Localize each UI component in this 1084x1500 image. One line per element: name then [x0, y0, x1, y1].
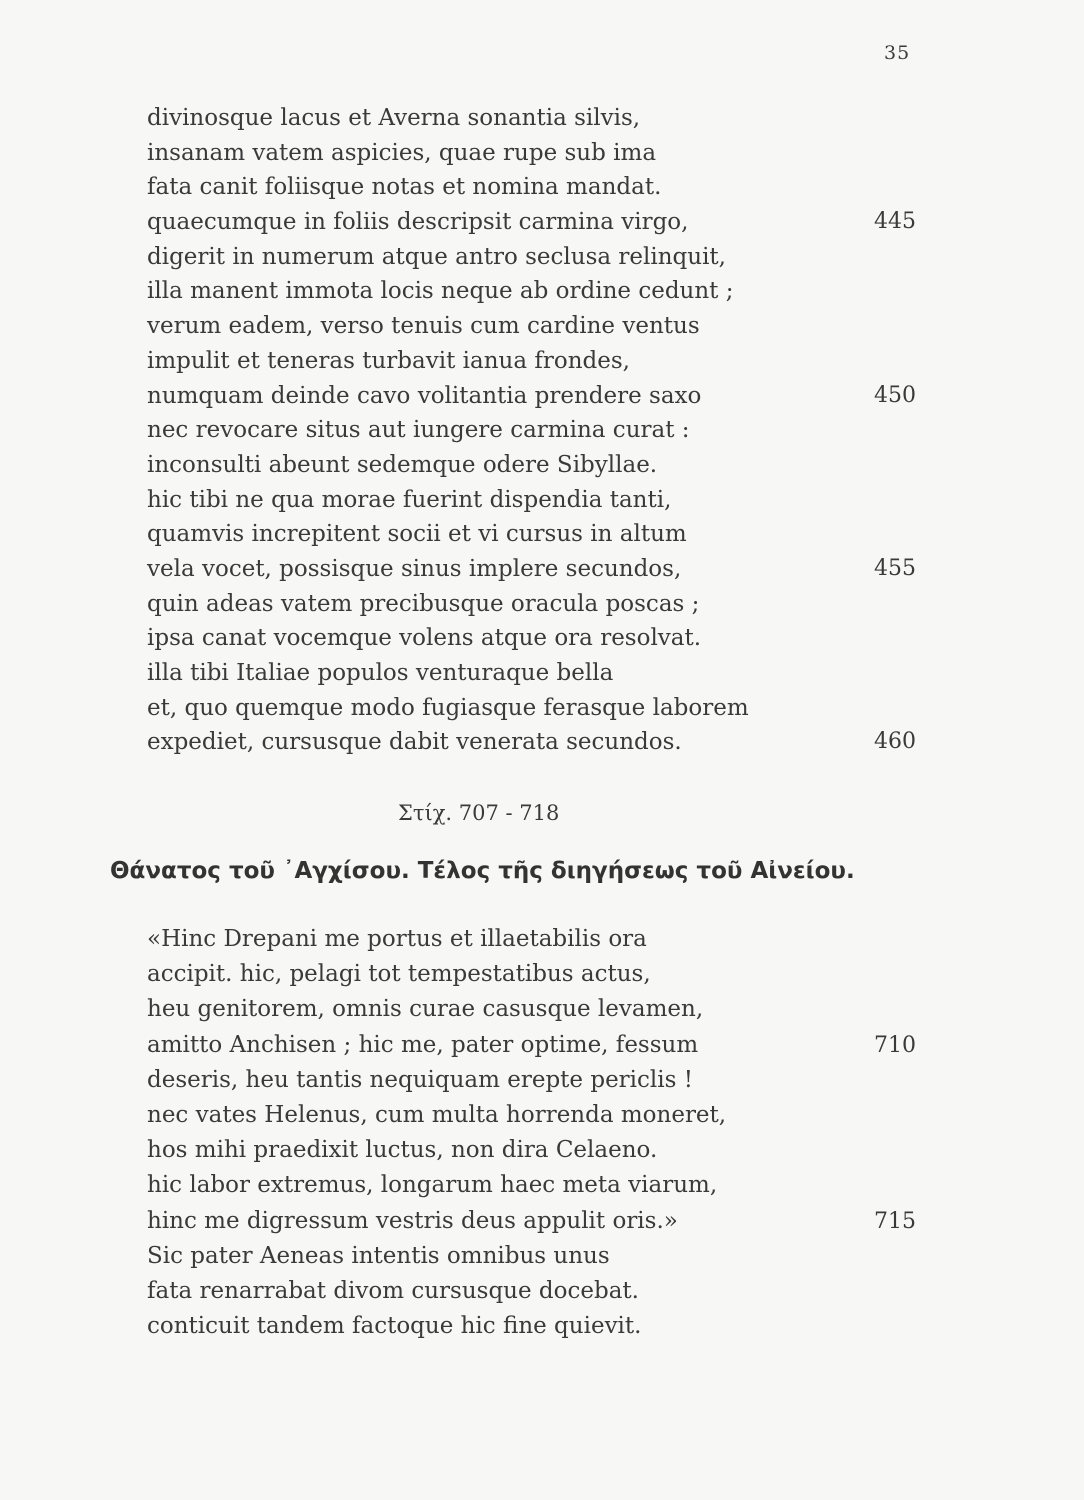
verse-line	[147, 170, 937, 205]
verse-text: amitto Anchisen ; hic me, pater optime, fessum	[147, 1031, 699, 1058]
verse-line	[147, 274, 937, 309]
verse-text: hos mihi praedixit luctus, non dira Celaeno.	[147, 1137, 658, 1164]
verse-text: fata renarrabat divom cursusque docebat.	[147, 1277, 639, 1304]
verse-text: ipsa canat vocemque volens atque ora resolvat.	[147, 625, 702, 652]
verse-text: et, quo quemque modo fugiasque ferasque laborem	[147, 694, 749, 721]
verse-text: impulit et teneras turbavit ianua frondes,	[147, 347, 630, 374]
verse-line	[147, 448, 937, 483]
line-number: 715	[874, 1208, 916, 1234]
verse-text: «Hinc Drepani me portus et illaetabilis ora	[147, 926, 647, 952]
verse-line	[147, 309, 937, 344]
verse-line	[147, 240, 937, 275]
verse-line	[147, 1309, 937, 1344]
verse-line	[147, 205, 937, 240]
verse-line	[147, 1239, 937, 1274]
verse-line	[147, 1063, 937, 1098]
verse-passage-1	[147, 101, 937, 760]
verse-text: divinosque lacus et Averna sonantia silvis,	[147, 105, 641, 131]
verse-line	[147, 1098, 937, 1133]
verse-line	[147, 656, 937, 691]
verse-text: verum eadem, verso tenuis cum cardine ventus	[147, 313, 700, 340]
section-heading: Θάνατος τοῦ ᾿Αγχίσου. Τέλος τῆς διηγήσεως τοῦ Αἰνείου.	[110, 858, 855, 884]
verse-line	[147, 1168, 937, 1203]
verse-text: heu genitorem, omnis curae casusque levamen,	[147, 996, 704, 1023]
verse-line	[147, 1133, 937, 1168]
verse-text: Sic pater Aeneas intentis omnibus unus	[147, 1242, 610, 1269]
verse-line	[147, 344, 937, 379]
line-number: 460	[874, 729, 916, 755]
verse-text: deseris, heu tantis nequiquam erepte periclis !	[147, 1066, 693, 1093]
section-reference: Στίχ. 707 - 718	[398, 801, 560, 825]
verse-text: illa tibi Italiae populos venturaque bella	[147, 660, 614, 686]
verse-line	[147, 517, 937, 552]
verse-line	[147, 725, 937, 760]
verse-line	[147, 957, 937, 992]
verse-line	[147, 621, 937, 656]
line-number: 445	[874, 209, 916, 235]
page-number: 35	[884, 42, 911, 64]
verse-line	[147, 587, 937, 622]
verse-line	[147, 922, 937, 957]
verse-text: insanam vatem aspicies, quae rupe sub ima	[147, 139, 657, 166]
verse-line	[147, 379, 937, 414]
verse-text: quaecumque in foliis descripsit carmina virgo,	[147, 209, 689, 236]
verse-text: expediet, cursusque dabit venerata secundos.	[147, 729, 682, 756]
verse-line	[147, 552, 937, 587]
verse-text: digerit in numerum atque antro seclusa relinquit,	[147, 243, 726, 270]
verse-text: inconsulti abeunt sedemque odere Sibyllae.	[147, 451, 658, 478]
verse-text: fata canit foliisque notas et nomina mandat.	[147, 174, 662, 201]
verse-line	[147, 1274, 937, 1309]
verse-text: illa manent immota locis neque ab ordine cedunt ;	[147, 278, 734, 305]
line-number: 710	[874, 1032, 916, 1058]
verse-line	[147, 413, 937, 448]
verse-line	[147, 136, 937, 171]
verse-text: vela vocet, possisque sinus implere secundos,	[147, 555, 682, 582]
verse-line	[147, 101, 937, 136]
verse-text: hic labor extremus, longarum haec meta viarum,	[147, 1172, 718, 1199]
verse-passage-2	[147, 922, 937, 1344]
verse-line	[147, 483, 937, 518]
verse-line	[147, 1204, 937, 1239]
verse-line	[147, 691, 937, 726]
line-number: 450	[874, 382, 916, 408]
line-number: 455	[874, 555, 916, 581]
verse-text: accipit. hic, pelagi tot tempestatibus actus,	[147, 961, 651, 988]
verse-text: numquam deinde cavo volitantia prendere saxo	[147, 382, 702, 409]
verse-line	[147, 992, 937, 1027]
verse-text: nec vates Helenus, cum multa horrenda moneret,	[147, 1101, 727, 1128]
verse-text: hic tibi ne qua morae fuerint dispendia tanti,	[147, 486, 672, 513]
verse-text: quin adeas vatem precibusque oracula poscas ;	[147, 590, 700, 617]
verse-line	[147, 1028, 937, 1063]
verse-text: conticuit tandem factoque hic fine quievit.	[147, 1313, 642, 1340]
verse-text: hinc me digressum vestris deus appulit oris.»	[147, 1207, 678, 1234]
verse-text: quamvis increpitent socii et vi cursus in altum	[147, 521, 687, 548]
verse-text: nec revocare situs aut iungere carmina curat :	[147, 417, 690, 444]
